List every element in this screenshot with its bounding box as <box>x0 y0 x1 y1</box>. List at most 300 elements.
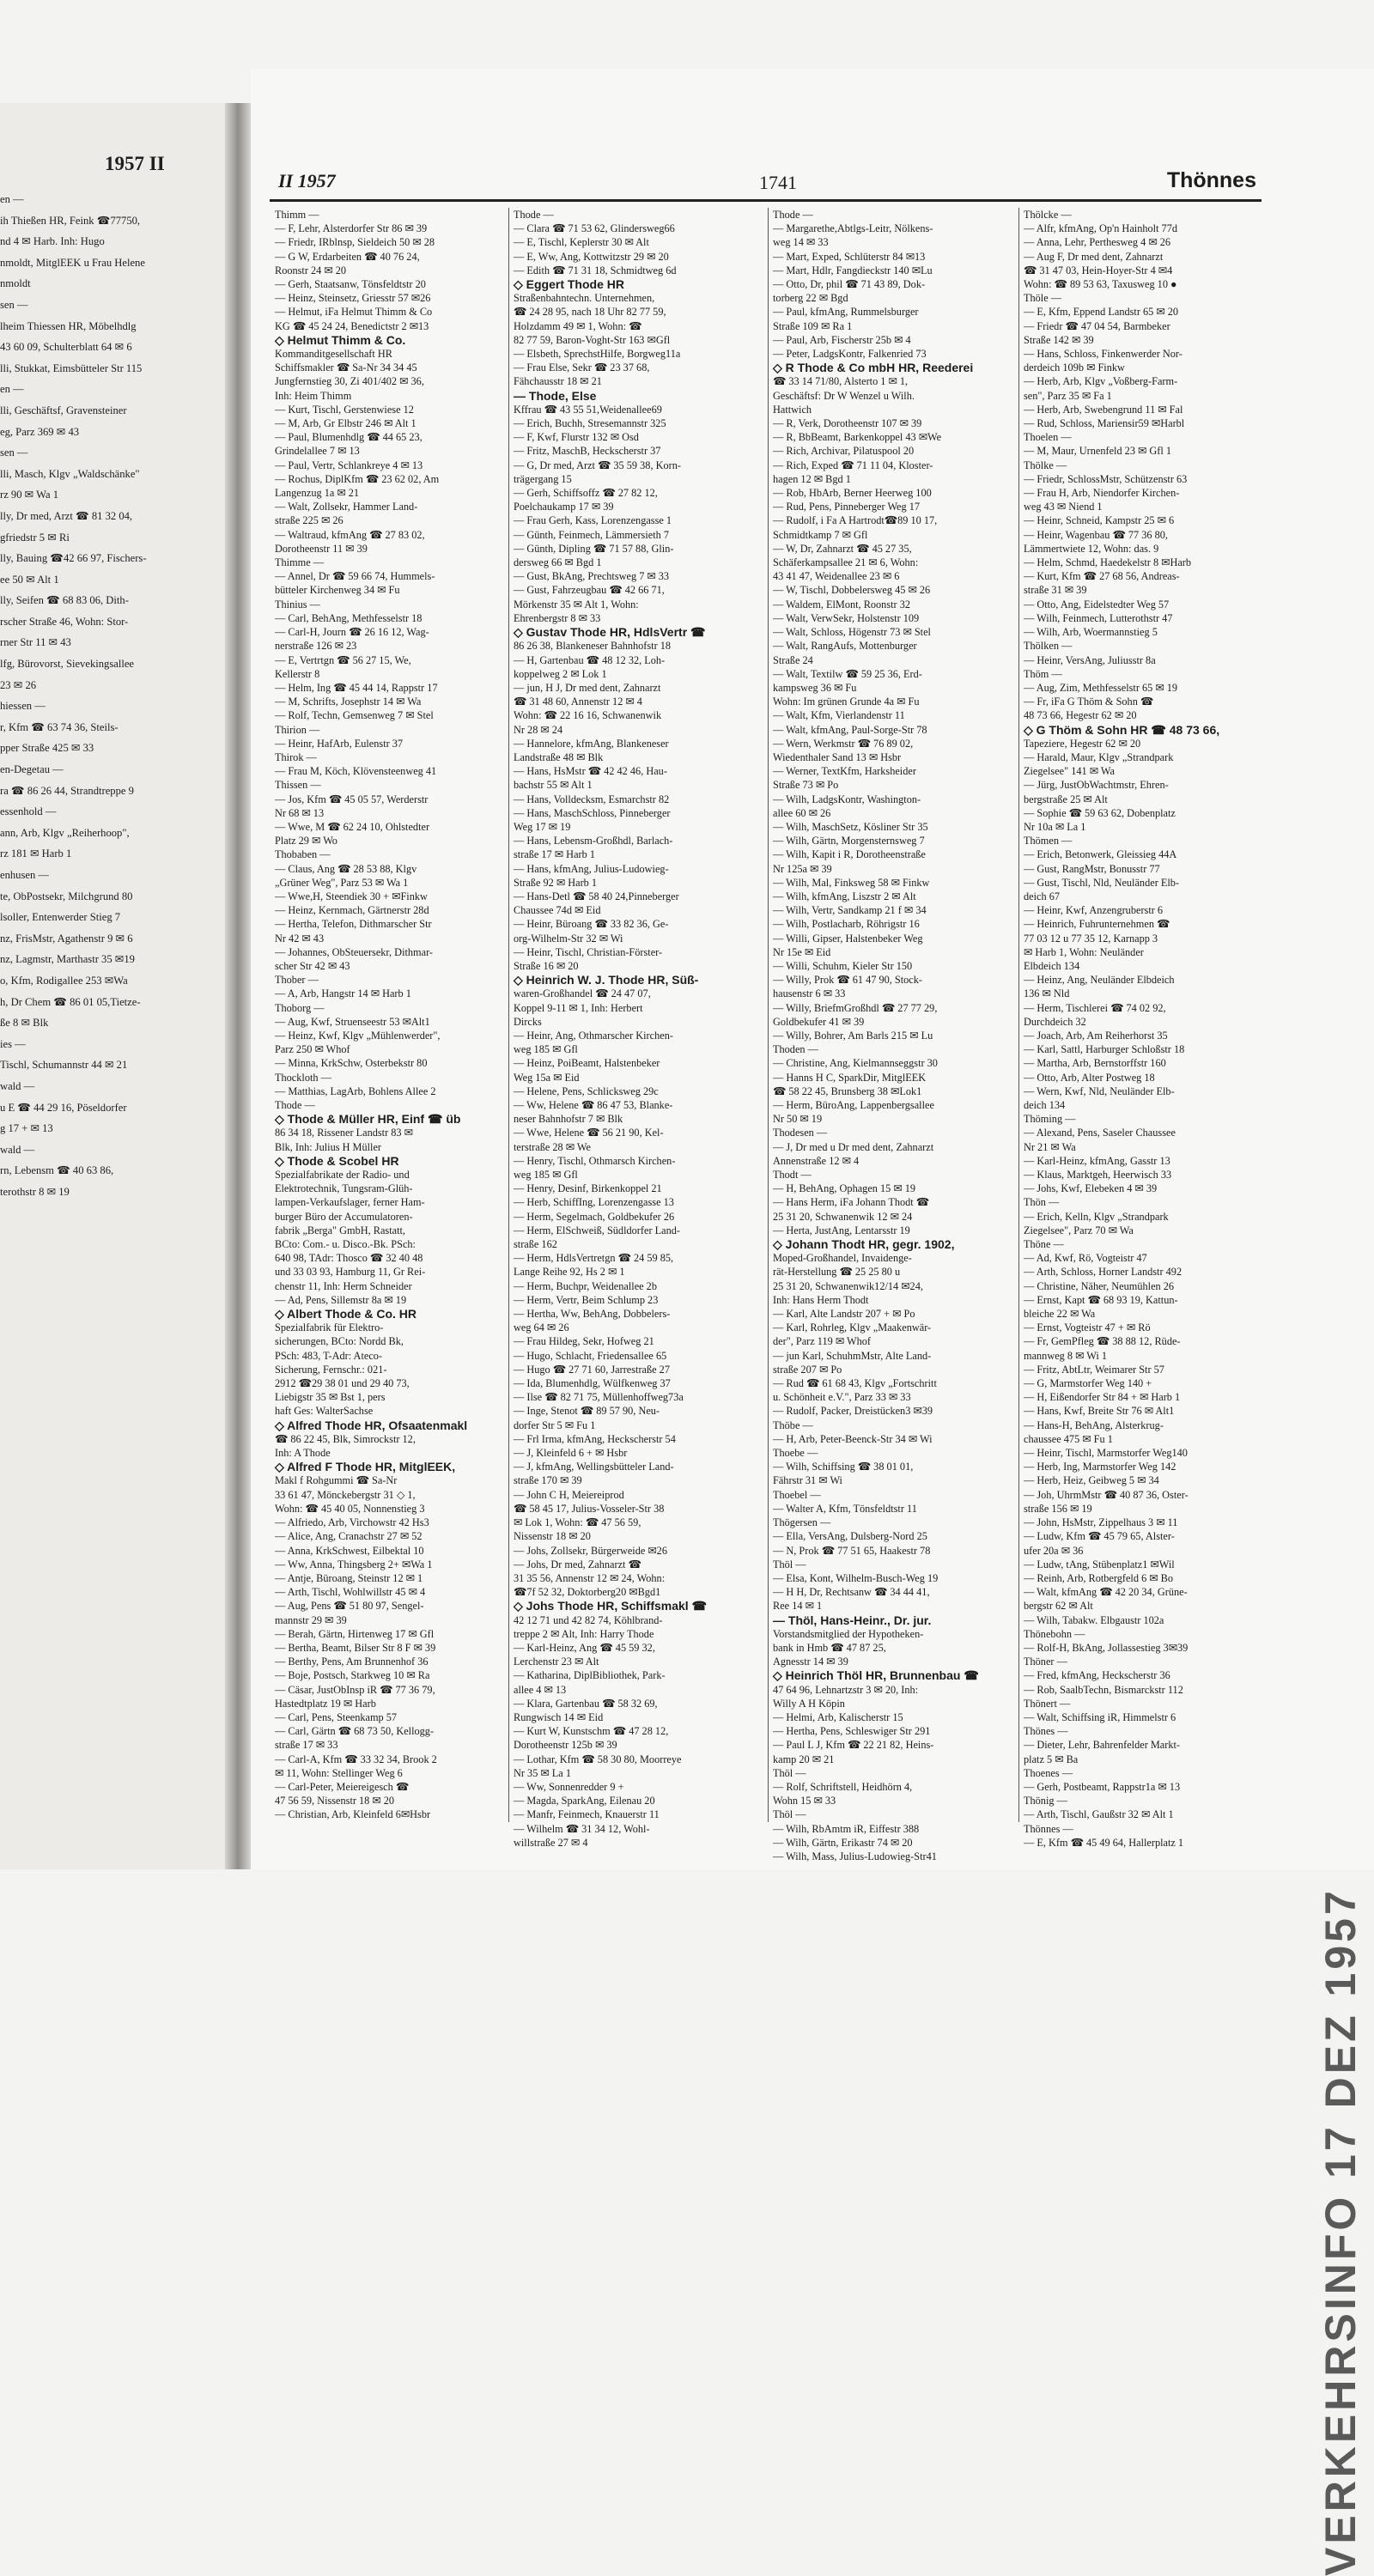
directory-entry: — Alfriedo, Arb, Virchowstr 42 Hs3 <box>275 1516 429 1529</box>
directory-entry: und 33 03 93, Hamburg 11, Gr Rei- <box>275 1266 426 1279</box>
directory-entry: ☎ 58 22 45, Brunsberg 38 ✉Lok1 <box>773 1084 922 1097</box>
directory-entry: — J, Kleinfeld 6 + ✉ Hsbr <box>514 1447 628 1460</box>
directory-entry: — Henry, Tischl, Othmarsch Kirchen- <box>514 1154 676 1167</box>
directory-entry: nerstraße 126 ✉ 23 <box>275 640 357 653</box>
directory-entry: — Henry, Desinf, Birkenkoppel 21 <box>514 1182 662 1195</box>
directory-entry: Agnesstr 14 ✉ 39 <box>773 1656 848 1668</box>
directory-entry: — Wilh, Postlacharb, Röhrigstr 16 <box>773 918 920 931</box>
directory-entry: sicherungen, BCto: Nordd Bk, <box>275 1335 404 1348</box>
directory-entry: — Rud, Pens, Pinneberger Weg 17 <box>773 501 921 513</box>
directory-entry: — Otto, Arb, Alter Postweg 18 <box>1024 1071 1155 1084</box>
directory-entry: ◇ Heinrich W. J. Thode HR, Süß- <box>514 973 699 987</box>
directory-entry: — Karl, Alte Landstr 207 + ✉ Po <box>773 1308 915 1321</box>
directory-entry: — Wwe, Helene ☎ 56 21 90, Kel- <box>514 1127 664 1139</box>
directory-entry: — Gust, BkAng, Prechtsweg 7 ✉ 33 <box>514 570 670 583</box>
directory-entry: lsoller, Entenwerder Stieg 7 <box>0 911 121 924</box>
directory-entry: Landstraße 48 ✉ Blk <box>514 750 604 763</box>
directory-entry: — Walter A, Kfm, Tönsfeldtstr 11 <box>773 1502 917 1515</box>
directory-entry: kamp 20 ✉ 21 <box>773 1753 835 1765</box>
directory-entry: — Helm, Ing ☎ 45 44 14, Rappstr 17 <box>275 681 438 694</box>
directory-entry: ☎ 86 22 45, Blk, Simrockstr 12, <box>275 1432 416 1445</box>
directory-entry: Willy A H Köpin <box>773 1697 845 1710</box>
directory-entry: Koppel 9-11 ✉ 1, Inh: Herbert <box>514 1001 643 1014</box>
directory-entry: straße 17 ✉ Harb 1 <box>514 848 595 861</box>
directory-entry: essenhold — <box>0 805 57 818</box>
column-3 <box>773 208 1000 1862</box>
directory-entry: Langenzug 1a ✉ 21 <box>275 487 360 500</box>
directory-entry: en — <box>0 383 24 396</box>
directory-entry: — Arth, Tischl, Wohlwillstr 45 ✉ 4 <box>275 1586 426 1599</box>
directory-entry: — Dieter, Lehr, Bahrenfelder Markt- <box>1024 1739 1181 1752</box>
directory-entry: — Aug F, Dr med dent, Zahnarzt <box>1024 250 1164 263</box>
directory-entry: — H H, Dr, Rechtsanw ☎ 34 44 41, <box>773 1586 930 1599</box>
surname-heading: Thobaben — <box>275 848 331 861</box>
directory-entry: Jungfernstieg 30, Zi 401/402 ✉ 36, <box>275 375 424 388</box>
directory-entry: 43 60 09, Schulterblatt 64 ✉ 6 <box>0 341 132 354</box>
directory-entry: straße 156 ✉ 19 <box>1024 1502 1092 1515</box>
directory-entry: — Rudolf, i Fa A Hartrodt☎89 10 17, <box>773 514 938 527</box>
directory-entry: — Johannes, ObSteuersekr, Dithmar- <box>275 945 434 958</box>
directory-entry: — Gerh, Schiffsoffz ☎ 27 82 12, <box>514 487 658 500</box>
directory-entry: Ziegelsee", Parz 70 ✉ Wa <box>1024 1224 1134 1236</box>
directory-entry: — H, BehAng, Ophagen 15 ✉ 19 <box>773 1182 916 1195</box>
directory-entry: — Hans-Detl ☎ 58 40 24,Pinneberger <box>514 890 679 902</box>
directory-entry: — Frau H, Arb, Niendorfer Kirchen- <box>1024 487 1180 500</box>
directory-entry: 86 34 18, Rissener Landstr 83 ✉ <box>275 1127 413 1139</box>
directory-entry: — Willy, BriefmGroßhdl ☎ 27 77 29, <box>773 1001 938 1014</box>
directory-entry: Schmidtkamp 7 ✉ Gfl <box>773 528 868 541</box>
surname-heading: Thöl — <box>773 1808 806 1821</box>
directory-entry: — Friedr, SchlossMstr, Schützenstr 63 <box>1024 472 1188 485</box>
directory-entry: — Christine, Ang, Kielmannseggstr 30 <box>773 1057 938 1070</box>
directory-entry: Liebigstr 35 ✉ Bst 1, pers <box>275 1391 386 1404</box>
directory-entry: Weg 15a ✉ Eid <box>514 1071 580 1084</box>
directory-entry: Wiedenthaler Sand 13 ✉ Hsbr <box>773 750 902 763</box>
directory-entry: waren-Großhandel ☎ 24 47 07, <box>514 987 651 1000</box>
directory-entry: — Ww, Helene ☎ 86 47 53, Blanke- <box>514 1099 673 1111</box>
directory-entry: — Magda, SparkAng, Eilenau 20 <box>514 1795 655 1807</box>
directory-entry: terstraße 28 ✉ We <box>514 1140 592 1153</box>
directory-entry: Kommanditgesellschaft HR <box>275 348 392 361</box>
surname-heading: Thode — <box>275 1099 315 1111</box>
directory-entry: — Frau Hildeg, Sekr, Hofweg 21 <box>514 1335 654 1348</box>
directory-entry: — Waldem, ElMont, Roonstr 32 <box>773 598 911 611</box>
directory-entry: bleiche 22 ✉ Wa <box>1024 1308 1096 1321</box>
surname-heading: Thirion — <box>275 723 320 736</box>
directory-entry: 47 64 96, Lehnartzstr 3 ✉ 20, Inh: <box>773 1683 919 1696</box>
directory-entry: 31 35 56, Annenstr 12 ✉ 24, Wohn: <box>514 1571 666 1584</box>
directory-entry: — Johs, Dr med, Zahnarzt ☎ <box>514 1558 641 1571</box>
directory-entry: weg 185 ✉ Gfl <box>514 1043 578 1056</box>
directory-entry: — Gerh, Postbeamt, Rappstr1a ✉ 13 <box>1024 1780 1181 1793</box>
surname-heading: Thönebohn — <box>1024 1627 1085 1640</box>
directory-entry: chenstr 11, Inh: Herm Schneider <box>275 1279 412 1292</box>
directory-entry: Parz 250 ✉ Whof <box>275 1043 350 1056</box>
directory-entry: Nr 42 ✉ 43 <box>275 932 325 945</box>
directory-entry: — Ella, VersAng, Dulsberg-Nord 25 <box>773 1530 927 1543</box>
directory-entry: — Ludw, tAng, Stübenplatz1 ✉Wil <box>1024 1558 1175 1571</box>
directory-entry: — Karl, Sattl, Harburger Schloßstr 18 <box>1024 1043 1185 1056</box>
directory-entry: mannweg 8 ✉ Wi 1 <box>1024 1349 1108 1362</box>
directory-entry: — Hans, Kwf, Breite Str 76 ✉ Alt1 <box>1024 1405 1175 1418</box>
directory-entry: — Herb, Ing, Marmstorfer Weg 142 <box>1024 1461 1176 1473</box>
directory-entry: 2912 ☎29 38 01 und 29 40 73, <box>275 1377 410 1390</box>
directory-entry: Inh: Heim Thimm <box>275 389 352 402</box>
directory-entry: allee 60 ✉ 26 <box>773 806 831 819</box>
directory-entry: Nr 28 ✉ 24 <box>514 723 563 736</box>
directory-entry: nmoldt, MitglEEK u Frau Helene <box>0 256 145 269</box>
directory-entry: — Erich, Buchh, Stresemannstr 325 <box>514 417 666 430</box>
directory-entry: — Frau Gerh, Kass, Lorenzengasse 1 <box>514 514 672 527</box>
directory-entry: bank in Hmb ☎ 47 87 25, <box>773 1641 886 1654</box>
directory-entry: 82 77 59, Baron-Voght-Str 163 ✉Gfl <box>514 333 671 346</box>
directory-entry: — G, Dr med, Arzt ☎ 35 59 38, Korn- <box>514 459 681 471</box>
directory-entry: — Hannelore, kfmAng, Blankeneser <box>514 737 669 750</box>
directory-entry: 77 03 12 u 77 35 12, Karnapp 3 <box>1024 932 1158 945</box>
directory-entry: — Heinrich, Fuhrunternehmen ☎ <box>1024 918 1170 931</box>
directory-entry: — Paul, Vertr, Schlankreye 4 ✉ 13 <box>275 459 423 471</box>
directory-entry: ies — <box>0 1037 26 1050</box>
directory-entry: — E, Kfm, Eppend Landstr 65 ✉ 20 <box>1024 306 1179 319</box>
directory-entry: — F, Lehr, Alsterdorfer Str 86 ✉ 39 <box>275 222 428 235</box>
directory-entry: — Carl-A, Kfm ☎ 33 32 34, Brook 2 <box>275 1753 437 1765</box>
directory-entry: Wohn: Im grünen Grunde 4a ✉ Fu <box>773 696 920 708</box>
directory-entry: — Fritz, MaschB, Heckscherstr 37 <box>514 445 661 458</box>
directory-entry: — Joach, Arb, Am Reiherhorst 35 <box>1024 1029 1168 1042</box>
directory-entry: Nr 21 ✉ Wa <box>1024 1140 1076 1153</box>
directory-entry: — Ilse ☎ 82 71 75, Müllenhoffweg73a <box>514 1391 684 1404</box>
directory-entry: platz 5 ✉ Ba <box>1024 1753 1079 1765</box>
directory-entry: — Clara ☎ 71 53 62, Glindersweg66 <box>514 222 675 235</box>
directory-entry: — Jos, Kfm ☎ 45 05 57, Werderstr <box>275 793 429 805</box>
directory-entry: u E ☎ 44 29 16, Pöseldorfer <box>0 1101 127 1114</box>
directory-entry: — Berah, Gärtn, Hirtenweg 17 ✉ Gfl <box>275 1627 435 1640</box>
directory-entry: ih Thießen HR, Feink ☎77750, <box>0 214 141 227</box>
directory-entry: — E, Kfm ☎ 45 49 64, Hallerplatz 1 <box>1024 1836 1184 1849</box>
directory-entry: Wohn 15 ✉ 33 <box>773 1795 836 1807</box>
surname-heading: Thömen — <box>1024 835 1073 848</box>
directory-entry: — Wilh, RbAmtm iR, Eiffestr 388 <box>773 1822 920 1835</box>
surname-heading: Thöming — <box>1024 1113 1076 1126</box>
directory-entry: — Wilh, LadgsKontr, Washington- <box>773 793 921 805</box>
directory-entry: lli, Stukkat, Eimsbütteler Str 115 <box>0 361 143 374</box>
directory-entry: — Annel, Dr ☎ 59 66 74, Hummels- <box>275 570 435 583</box>
directory-entry: Wohn: ☎ 45 40 05, Nonnenstieg 3 <box>275 1502 425 1515</box>
directory-entry: Elbdeich 134 <box>1024 959 1080 972</box>
directory-entry: — Karl-Heinz, kfmAng, Gasstr 13 <box>1024 1154 1170 1167</box>
directory-entry: — Jürg, JustObWachtmstr, Ehren- <box>1024 779 1169 792</box>
directory-entry: 86 26 38, Blankeneser Bahnhofstr 18 <box>514 640 672 653</box>
directory-entry: burger Büro der Accumulatoren- <box>275 1210 413 1223</box>
directory-entry: straße 17 ✉ 33 <box>275 1739 338 1752</box>
directory-entry: — Carl, BehAng, Methfesselstr 18 <box>275 611 423 624</box>
directory-entry: Hastedtplatz 19 ✉ Harb <box>275 1697 376 1710</box>
running-head: Thönnes <box>1166 168 1256 192</box>
surname-heading: Thimm — <box>275 209 319 221</box>
directory-entry: — Heinz, Kernmach, Gärtnerstr 28d <box>275 904 429 917</box>
directory-entry: — Heinr, Tischl, Christian-Förster- <box>514 945 663 958</box>
directory-entry: — Friedr ☎ 47 04 54, Barmbeker <box>1024 319 1170 332</box>
directory-entry: weg 185 ✉ Gfl <box>514 1169 578 1182</box>
directory-entry: — Walt, kfmAng, Paul-Sorge-Str 78 <box>773 723 927 736</box>
directory-entry: terothstr 8 ✉ 19 <box>0 1185 70 1198</box>
directory-entry: — Herb, Arb, Klgv „Voßberg-Farm- <box>1024 375 1178 388</box>
directory-entry: — Wilh, Vertr, Sandkamp 21 f ✉ 34 <box>773 904 927 917</box>
directory-entry: pper Straße 425 ✉ 33 <box>0 742 94 755</box>
directory-entry: — Carl, Gärtn ☎ 68 73 50, Kellogg- <box>275 1725 435 1738</box>
directory-entry: Straße 73 ✉ Po <box>773 779 839 792</box>
directory-entry: — Helmi, Arb, Kalischerstr 15 <box>773 1710 903 1723</box>
directory-entry: Nr 15e ✉ Eid <box>773 945 831 958</box>
directory-entry: — Helm, Schmd, Haedekelstr 8 ✉Harb <box>1024 556 1192 569</box>
directory-entry: Spezialfabrikate der Radio- und <box>275 1169 410 1182</box>
directory-entry: g 17 + ✉ 13 <box>0 1122 53 1135</box>
directory-entry: — Paul, Blumenhdlg ☎ 44 65 23, <box>275 431 423 444</box>
directory-entry: — Heinr, Schneid, Kampstr 25 ✉ 6 <box>1024 514 1175 527</box>
surname-heading: Thoenes — <box>1024 1766 1073 1779</box>
directory-entry: — Aug, Kwf, Struenseestr 53 ✉Alt1 <box>275 1015 430 1028</box>
directory-entry: — Walt, Zollsekr, Hammer Land- <box>275 501 418 513</box>
directory-entry: — Hanns H C, SparkDir, MitglEEK <box>773 1071 927 1084</box>
surname-heading: Thönig — <box>1024 1795 1067 1807</box>
directory-entry: — Wilh, Feinmech, Lutterothstr 47 <box>1024 611 1173 624</box>
surname-heading: Thissen — <box>275 779 321 792</box>
directory-entry: — A, Arb, Hangstr 14 ✉ Harb 1 <box>275 987 411 1000</box>
directory-entry: — Wwe,H, Steendiek 30 + ✉Finkw <box>275 890 428 902</box>
directory-entry: — Heinr, Wagenbau ☎ 77 36 80, <box>1024 528 1168 541</box>
directory-entry: ◇ Alfred Thode HR, Ofsaatenmakl <box>275 1418 468 1432</box>
directory-entry: — Fred, kfmAng, Heckscherstr 36 <box>1024 1669 1170 1682</box>
directory-entry: allee 4 ✉ 13 <box>514 1683 567 1696</box>
surname-heading: Thönnes — <box>1024 1822 1073 1835</box>
directory-entry: Annenstraße 12 ✉ 4 <box>773 1154 860 1167</box>
directory-entry: — Kurt W, Kunstschm ☎ 47 28 12, <box>514 1725 669 1738</box>
directory-entry: — jun Karl, SchuhmMstr, Alte Land- <box>773 1349 932 1362</box>
surname-heading: Thoebel — <box>773 1488 821 1501</box>
directory-entry: — Hertha, Ww, BehAng, Dobbelers- <box>514 1308 671 1321</box>
directory-entry: Tischl, Schumannstr 44 ✉ 21 <box>0 1059 128 1072</box>
directory-entry: dersweg 66 ✉ Bgd 1 <box>514 556 602 569</box>
directory-entry: — Rob, HbArb, Berner Heerweg 100 <box>773 487 932 500</box>
directory-entry: — Reinh, Arb, Rotbergfeld 6 ✉ Bo <box>1024 1571 1174 1584</box>
directory-entry: — Gerh, Staatsanw, Tönsfeldtstr 20 <box>275 278 426 291</box>
directory-entry: scher Str 42 ✉ 43 <box>275 959 350 972</box>
directory-entry: — H, Gartenbau ☎ 48 12 32, Loh- <box>514 653 666 666</box>
directory-entry: — Frl Irma, kfmAng, Heckscherstr 54 <box>514 1432 676 1445</box>
directory-entry: — Kurt, Kfm ☎ 27 68 56, Andreas- <box>1024 570 1180 583</box>
directory-entry: — Thöl, Hans-Heinr., Dr. jur. <box>773 1613 932 1627</box>
directory-entry: rn, Lebensm ☎ 40 63 86, <box>0 1164 114 1177</box>
directory-entry: Makl f Rohgummi ☎ Sa-Nr <box>275 1474 398 1487</box>
directory-entry: ☎7f 52 32, Doktorberg20 ✉Bgd1 <box>514 1586 661 1599</box>
directory-entry: — M, Arb, Gr Elbstr 246 ✉ Alt 1 <box>275 417 416 430</box>
surname-heading: Thode — <box>773 209 813 221</box>
directory-entry: — Rolf-H, BkAng, Jollassestieg 3✉39 <box>1024 1641 1189 1654</box>
directory-entry: ☎ 24 28 95, nach 18 Uhr 82 77 59, <box>514 306 666 319</box>
directory-entry: Dorotheenstr 11 ✉ 39 <box>275 542 368 555</box>
directory-entry: straße 207 ✉ Po <box>773 1363 842 1376</box>
directory-entry: bergstr 62 ✉ Alt <box>1024 1600 1093 1613</box>
directory-entry: — Rolf, Schriftstell, Heidhörn 4, <box>773 1780 913 1793</box>
directory-entry: — Hans, MaschSchloss, Pinneberger <box>514 806 671 819</box>
directory-entry: — Arth, Schloss, Horner Landstr 492 <box>1024 1266 1182 1279</box>
directory-entry: — Boje, Postsch, Starkweg 10 ✉ Ra <box>275 1669 430 1682</box>
directory-entry: ✉ Harb 1, Wohn: Neuländer <box>1024 945 1144 958</box>
directory-entry: Sicherung, Fernschr.: 021- <box>275 1363 387 1376</box>
directory-entry: — Manfr, Feinmech, Knauerstr 11 <box>514 1808 660 1821</box>
surname-heading: Thode — <box>514 209 554 221</box>
directory-entry: — R, BbBeamt, Barkenkoppel 43 ✉We <box>773 431 942 444</box>
directory-entry: u. Schönheit e.V.", Parz 33 ✉ 33 <box>773 1391 911 1404</box>
directory-entry: — jun, H J, Dr med dent, Zahnarzt <box>514 681 661 694</box>
directory-entry: hagen 12 ✉ Bgd 1 <box>773 472 851 485</box>
directory-entry: Straße 142 ✉ 39 <box>1024 333 1094 346</box>
surname-heading: Thoborg — <box>275 1001 325 1014</box>
directory-entry: Wohn: ☎ 22 16 16, Schwanenwik <box>514 709 662 722</box>
directory-entry: — Carl-Peter, Meiereigesch ☎ <box>275 1780 410 1793</box>
directory-entry: — Heinz, Ang, Neuländer Elbdeich <box>1024 974 1175 987</box>
surname-heading: Thockloth — <box>275 1071 331 1084</box>
directory-entry: Mörkenstr 35 ✉ Alt 1, Wohn: <box>514 598 639 611</box>
directory-entry: — Hertha, Pens, Schleswiger Str 291 <box>773 1725 931 1738</box>
directory-entry: bütteler Kirchenweg 34 ✉ Fu <box>275 584 400 597</box>
directory-entry: lampen-Verkaufslager, ferner Ham- <box>275 1196 425 1209</box>
directory-entry: — H, Eißendorfer Str 84 + ✉ Harb 1 <box>1024 1391 1181 1404</box>
directory-entry: ann, Arb, Klgv „Reiherhoop", <box>0 826 130 839</box>
directory-entry: dorfer Str 5 ✉ Fu 1 <box>514 1419 596 1431</box>
directory-entry: — Friedr, IRblnsp, Sieldeich 50 ✉ 28 <box>275 236 435 249</box>
directory-entry: Lerchenstr 23 ✉ Alt <box>514 1656 599 1668</box>
directory-entry: — Herb, Heiz, Geibweg 5 ✉ 34 <box>1024 1474 1159 1487</box>
surname-heading: Thober — <box>275 974 319 987</box>
directory-entry: — Willy, Prok ☎ 61 47 90, Stock- <box>773 974 922 987</box>
directory-entry: — Walt, RangAufs, Mottenburger <box>773 640 917 653</box>
directory-entry: bergstraße 25 ✉ Alt <box>1024 793 1108 805</box>
directory-entry: — M, Schrifts, Josephstr 14 ✉ Wa <box>275 696 422 708</box>
directory-entry: ◇ Eggert Thode HR <box>514 277 624 292</box>
directory-entry: — Herm, ElSchweiß, Südldorfer Land- <box>514 1224 680 1236</box>
directory-entry: Platz 29 ✉ Wo <box>275 835 337 848</box>
directory-entry: — Wilh, Kapit i R, Dorotheenstraße <box>773 848 926 861</box>
directory-entry: Poelchaukamp 17 ✉ 39 <box>514 501 614 513</box>
directory-entry: — Harald, Maur, Klgv „Strandpark <box>1024 750 1174 763</box>
directory-entry: — Lothar, Kfm ☎ 58 30 80, Moorreye <box>514 1753 682 1765</box>
directory-entry: lly, Seifen ☎ 68 83 06, Dith- <box>0 594 129 607</box>
directory-entry: torberg 22 ✉ Bgd <box>773 292 848 305</box>
directory-entry: Fährstr 31 ✉ Wi <box>773 1474 842 1487</box>
directory-entry: — E, Tischl, Keplerstr 30 ✉ Alt <box>514 236 649 249</box>
directory-entry: — Rudolf, Packer, Dreistücken3 ✉39 <box>773 1405 933 1418</box>
facing-page <box>0 103 225 1869</box>
directory-entry: — Johs, Zollsekr, Bürgerweide ✉26 <box>514 1544 667 1557</box>
directory-entry: Ziegelsee" 141 ✉ Wa <box>1024 765 1115 778</box>
directory-entry: 33 61 47, Mönckebergstr 31 ◇ 1, <box>275 1488 416 1501</box>
directory-entry: chaussee 475 ✉ Fu 1 <box>1024 1432 1113 1445</box>
directory-entry: — Wilh, Gärtn, Erikastr 74 ✉ 20 <box>773 1836 913 1849</box>
directory-entry: lheim Thiessen HR, Möbelhdlg <box>0 319 137 332</box>
surname-heading: Thön — <box>1024 1196 1060 1209</box>
directory-entry: nd 4 ✉ Harb. Inh: Hugo <box>0 235 105 248</box>
surname-heading: Thodt — <box>773 1169 812 1182</box>
directory-entry: 48 73 66, Hegestr 62 ✉ 20 <box>1024 709 1137 722</box>
directory-entry: — Ww, Sonnenredder 9 + <box>514 1780 624 1793</box>
directory-entry: — Ad, Kwf, Rö, Vogteistr 47 <box>1024 1252 1147 1265</box>
directory-entry: — Klara, Gartenbau ☎ 58 32 69, <box>514 1697 658 1710</box>
directory-entry: — Mart, Exped, Schlüterstr 84 ✉13 <box>773 250 926 263</box>
column-rule <box>508 208 509 1822</box>
page-header <box>270 168 1262 202</box>
directory-entry: lli, Masch, Klgv „Waldschänke" <box>0 467 140 480</box>
directory-entry: — Heinz, Steinsetz, Griesstr 57 ✉26 <box>275 292 431 305</box>
directory-entry: — Kurt, Tischl, Gerstenwiese 12 <box>275 403 414 416</box>
directory-entry: — Hugo, Schlacht, Friedensallee 65 <box>514 1349 667 1362</box>
directory-entry: — Rich, Archivar, Pilatuspool 20 <box>773 445 915 458</box>
directory-entry: — Minna, KrkSchw, Osterbekstr 80 <box>275 1057 428 1070</box>
directory-entry: Kellerstr 8 <box>275 667 320 680</box>
directory-entry: Tapeziere, Hegestr 62 ✉ 20 <box>1024 737 1141 750</box>
directory-entry: ra ☎ 86 26 44, Strandtreppe 9 <box>0 784 134 797</box>
directory-entry: — W, Tischl, Dobbelersweg 45 ✉ 26 <box>773 584 931 597</box>
directory-entry: — Walt, Textilw ☎ 59 25 36, Erd- <box>773 667 922 680</box>
facing-page-entries <box>0 189 258 1203</box>
directory-entry: weg 14 ✉ 33 <box>773 236 829 249</box>
directory-entry: deich 134 <box>1024 1099 1066 1111</box>
directory-entry: — Elsbeth, SprechstHilfe, Borgweg11a <box>514 348 681 361</box>
directory-entry: Hattwich <box>773 403 812 416</box>
header-year: II 1957 <box>278 170 336 191</box>
directory-entry: — Otto, Dr, phil ☎ 71 43 89, Dok- <box>773 278 926 291</box>
directory-entry: — Claus, Ang ☎ 28 53 88, Klgv <box>275 862 417 875</box>
directory-entry: ◇ Gustav Thode HR, HdlsVertr ☎ <box>514 625 706 640</box>
directory-entry: Nissenstr 18 ✉ 20 <box>514 1530 591 1543</box>
directory-entry: — Wilh, Mal, Finksweg 58 ✉ Finkw <box>773 876 930 889</box>
directory-entry: 42 12 71 und 42 82 74, Köhlbrand- <box>514 1613 663 1626</box>
surname-heading: Thoelen — <box>1024 431 1072 444</box>
directory-entry: — Herta, JustAng, Lentarsstr 19 <box>773 1224 910 1236</box>
directory-entry: — Günth, Dipling ☎ 71 57 88, Glin- <box>514 542 674 555</box>
column-4 <box>1024 208 1251 1849</box>
directory-entry: — Rud ☎ 61 68 43, Klgv „Fortschritt <box>773 1377 937 1390</box>
directory-entry: — Anna, KrkSchwest, Eilbektal 10 <box>275 1544 424 1557</box>
directory-entry: — Frau Else, Sekr ☎ 23 37 68, <box>514 361 650 374</box>
directory-entry: weg 64 ✉ 26 <box>514 1321 569 1334</box>
directory-entry: nmoldt <box>0 277 31 290</box>
directory-entry: sen — <box>0 298 28 311</box>
surname-heading: Thöl — <box>773 1766 806 1779</box>
surname-heading: Thöle — <box>1024 292 1062 305</box>
surname-heading: Thöbe — <box>773 1419 813 1431</box>
directory-entry: 23 ✉ 26 <box>0 678 37 691</box>
directory-entry: — H, Arb, Peter-Beenck-Str 34 ✉ Wi <box>773 1432 933 1445</box>
directory-entry: lly, Dr med, Arzt ☎ 81 32 04, <box>0 509 133 522</box>
surname-heading: Thimme — <box>275 556 325 569</box>
directory-entry: Ree 14 ✉ 1 <box>773 1600 823 1613</box>
directory-entry: Grindelallee 7 ✉ 13 <box>275 445 360 458</box>
directory-entry: Vorstandsmitglied der Hypotheken- <box>773 1627 924 1640</box>
directory-entry: — John C H, Meiereiprod <box>514 1488 624 1501</box>
directory-entry: ◇ G Thöm & Sohn HR ☎ 48 73 66, <box>1024 722 1220 737</box>
directory-entry: trägergang 15 <box>514 472 572 485</box>
directory-entry: 136 ✉ Nld <box>1024 987 1070 1000</box>
directory-entry: Rungwisch 14 ✉ Eid <box>514 1710 604 1723</box>
directory-entry: — Wilh, Mass, Julius-Ludowieg-Str41 <box>773 1850 937 1862</box>
directory-entry: — E, Vertrtgn ☎ 56 27 15, We, <box>275 653 411 666</box>
directory-entry: — Ad, Pens, Sillemstr 8a ✉ 19 <box>275 1293 407 1306</box>
directory-entry: haft Ges: WalterSachse <box>275 1405 374 1418</box>
directory-entry: willstraße 27 ✉ 4 <box>514 1836 588 1849</box>
directory-entry: Spezialfabrik für Elektro- <box>275 1321 384 1334</box>
directory-entry: 640 98, TAdr: Thosco ☎ 32 40 48 <box>275 1252 423 1265</box>
